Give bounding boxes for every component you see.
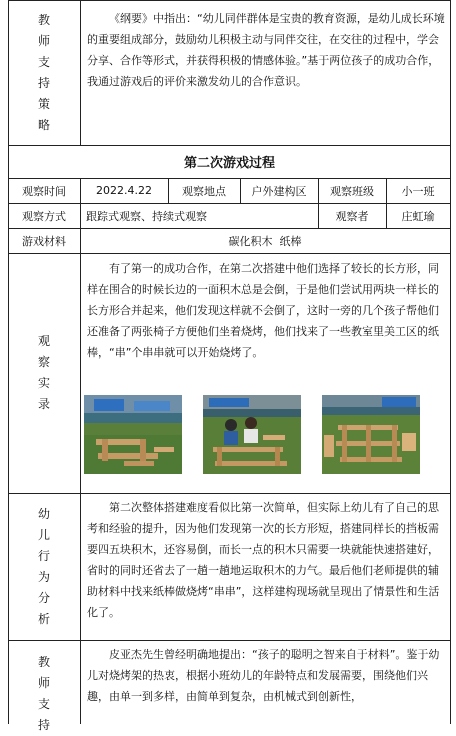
analysis-text: 第二次整体搭建难度看似比第一次简单，但实际上幼儿有了自己的思考和经验的提升，因为他们发现第一次的长方形短，搭建同样长的挡板需要四五块积木，还容易倒，而长一点的积木只需要一块就能快速搭建好，省时的同时还省去了一趟一趟地运取积木的力气。最后他们老师提供的辅助材料中找来纸棒做烧烤“串串”，这样建构现场就呈现出了情景性和生活化了。 bbox=[87, 501, 440, 619]
place-value: 户外建构区 bbox=[251, 184, 307, 198]
photo-3 bbox=[322, 395, 420, 474]
place-label: 观察地点 bbox=[182, 184, 226, 198]
time-label: 观察时间 bbox=[22, 184, 66, 198]
teacher-support-text: 皮亚杰先生曾经明确地提出：“孩子的聪明之智来自于材料”。鉴于幼儿对烧烤架的热衷，根据小班幼儿的年龄特点和发展需要，围绕他们兴趣，由单一到多样，由简单到复杂，由机械式到创新性， bbox=[87, 648, 440, 703]
analysis-label: 幼 儿 行 为 分 析 bbox=[37, 506, 50, 626]
teacher-strategy-text: 《纲要》中指出：“幼儿同伴群体是宝贵的教育资源，是幼儿成长环境的重要组成部分，鼓励幼儿积极主动与同伴交往，在交往的过程中，学会分享、合作等形式，并获得积极的情感体验。”基于两位孩子的成功合作，我通过游戏后的评价来激发幼儿的合作意识。 bbox=[87, 12, 445, 88]
observer-value: 庄虹瑜 bbox=[401, 209, 435, 223]
section-title: 第二次游戏过程 bbox=[183, 156, 275, 171]
method-label: 观察方式 bbox=[22, 209, 66, 223]
record-table bbox=[8, 0, 451, 732]
material-label: 游戏材料 bbox=[22, 234, 66, 248]
method-value: 跟踪式观察、持续式观察 bbox=[86, 209, 207, 223]
time-value: 2022.4.22 bbox=[96, 184, 152, 197]
photo-1 bbox=[84, 395, 182, 474]
observation-text: 有了第一的成功合作，在第二次搭建中他们选择了较长的长方形，同样在围合的时候长边的一面积木总是会倒，于是他们尝试用两块一样长的长方形合并起来，他们发现这样就不会倒了，这时一旁的几个孩子帮他们还准备了两张椅子方便他们坐着烧烤，他们找来了一些教室里美工区的纸棒，“串”个串串就可以开始烧烤了。 bbox=[87, 262, 439, 359]
observer-label: 观察者 bbox=[335, 209, 369, 223]
observation-label: 观 察 实 录 bbox=[37, 334, 50, 411]
teacher-strategy-label: 教 师 支 持 策 略 bbox=[37, 12, 50, 132]
photo-2 bbox=[203, 395, 301, 474]
material-value: 碳化积木 纸棒 bbox=[228, 234, 302, 248]
class-label: 观察班级 bbox=[330, 184, 374, 198]
teacher-support-label: 教 师 支 持 bbox=[37, 655, 50, 732]
class-value: 小一班 bbox=[401, 184, 435, 198]
